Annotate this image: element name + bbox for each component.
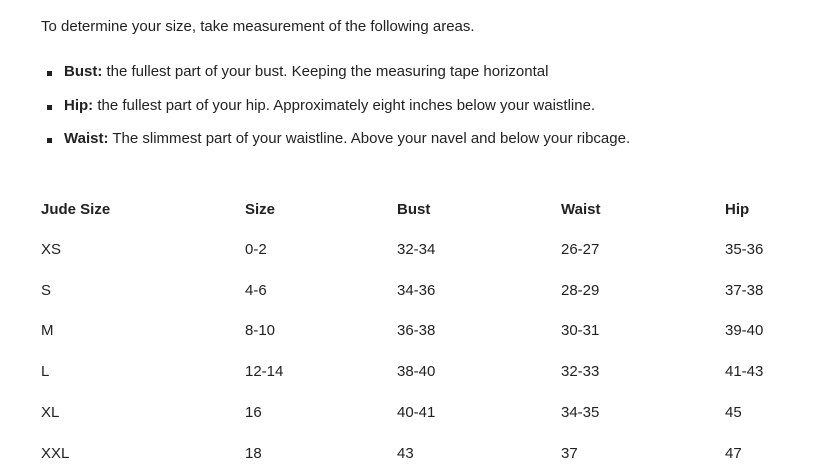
list-item-waist — [41, 129, 630, 149]
table-row — [41, 311, 805, 352]
term-description: the fullest part of your hip. Approximately eight inches below your waistline. — [93, 96, 596, 114]
table-cell: 12-14 — [245, 363, 284, 381]
column-header: Size — [245, 201, 276, 218]
table-row — [41, 351, 805, 392]
table-row — [41, 270, 805, 311]
table-cell: 43 — [397, 444, 414, 462]
bullet-icon — [47, 105, 52, 110]
column-header: Bust — [397, 201, 431, 218]
table-cell: 40-41 — [397, 404, 436, 422]
table-cell: 41-43 — [725, 363, 764, 381]
table-cell: XS — [41, 240, 62, 258]
table-cell: 4-6 — [245, 281, 267, 299]
list-item-hip — [41, 96, 630, 116]
table-cell: 39-40 — [725, 322, 764, 340]
table-cell: 32-34 — [397, 240, 436, 258]
term-label: Bust: — [64, 63, 103, 80]
measurement-list — [41, 62, 630, 163]
table-cell: 34-36 — [397, 281, 436, 299]
bullet-icon — [47, 71, 52, 76]
table-cell: XL — [41, 404, 60, 422]
table-cell: 36-38 — [397, 322, 436, 340]
table-cell: L — [41, 363, 50, 381]
table-row — [41, 229, 805, 270]
table-cell: 16 — [245, 404, 262, 422]
table-cell: 28-29 — [561, 281, 600, 299]
table-cell: 30-31 — [561, 322, 600, 340]
table-cell: 45 — [725, 404, 742, 422]
table-cell: 0-2 — [245, 240, 267, 258]
table-cell: 26-27 — [561, 240, 600, 258]
size-chart-table — [41, 190, 805, 474]
table-cell: 34-35 — [561, 404, 600, 422]
term-label: Hip: — [64, 96, 94, 114]
table-row — [41, 433, 805, 474]
term-description: the fullest part of your bust. Keeping the measuring tape horizontal — [102, 63, 549, 80]
column-header: Hip — [725, 201, 750, 218]
table-row — [41, 392, 805, 433]
table-cell: 37 — [561, 444, 578, 462]
table-cell: M — [41, 322, 54, 340]
intro-text: To determine your size, take measurement of the following areas. — [41, 18, 475, 35]
term-description: The slimmest part of your waistline. Above your navel and below your ribcage. — [108, 130, 631, 147]
table-cell: XXL — [41, 444, 70, 462]
table-cell: 38-40 — [397, 363, 436, 381]
table-cell: 8-10 — [245, 322, 276, 340]
bullet-icon — [47, 138, 52, 143]
table-header-row — [41, 190, 805, 229]
table-cell: 18 — [245, 444, 262, 462]
column-header: Waist — [561, 201, 601, 218]
table-cell: 32-33 — [561, 363, 600, 381]
table-cell: 37-38 — [725, 281, 764, 299]
list-item-bust — [41, 62, 630, 82]
column-header: Jude Size — [41, 201, 111, 218]
table-cell: 47 — [725, 444, 742, 462]
table-cell: S — [41, 281, 52, 299]
term-label: Waist: — [64, 130, 109, 147]
table-cell: 35-36 — [725, 240, 764, 258]
